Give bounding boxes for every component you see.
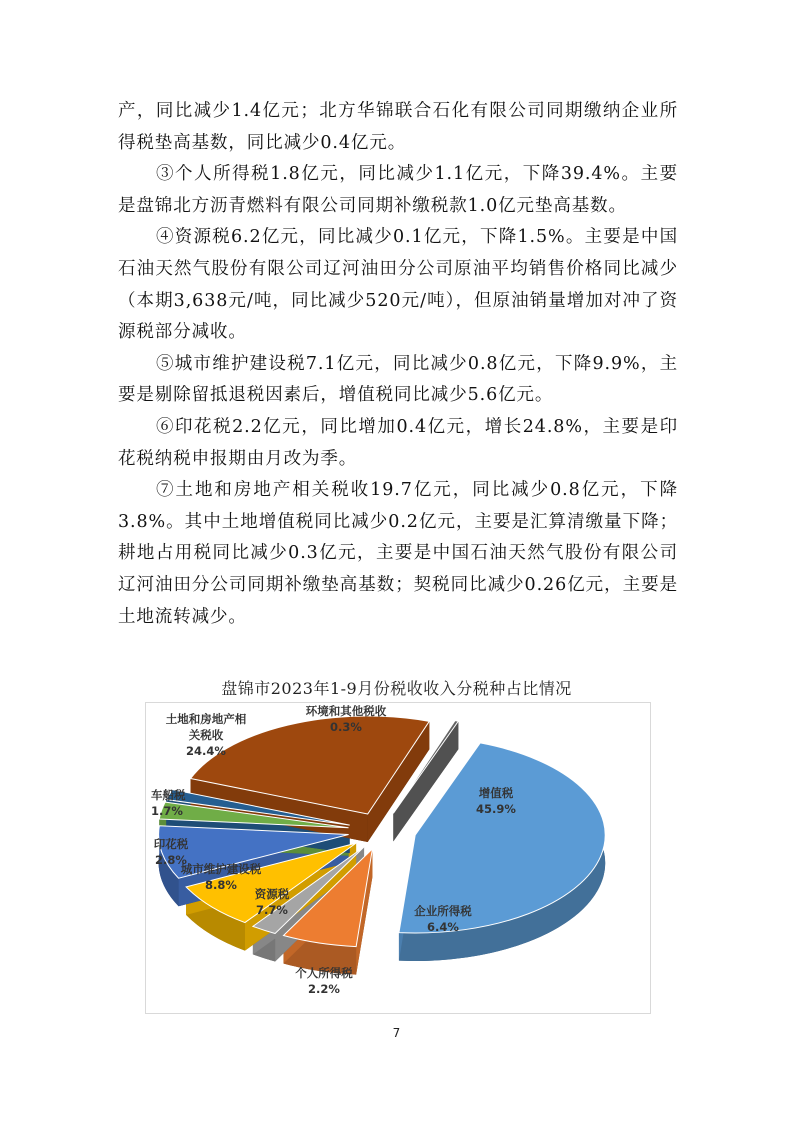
pie-label-1: 企业所得税 6.4%: [414, 904, 472, 934]
paragraph-6: ⑦土地和房地产相关税收19.7亿元，同比减少0.8亿元，下降3.8%。其中土地增值税同比减少0.2亿元，主要是汇算清缴量下降；耕地占用税同比减少0.3亿元，主要是中国石油天然气股份有限公司辽河油田分公司同期补缴垫高基数；契税同比减少0.26亿元，主要是土地流转减少。: [118, 480, 678, 627]
paragraph-1: 产，同比减少1.4亿元；北方华锦联合石化有限公司同期缴纳企业所得税垫高基数，同比减少0.4亿元。: [118, 101, 678, 153]
pie-chart: [145, 702, 651, 1014]
paragraph-5: ⑥印花税2.2亿元，同比增加0.4亿元，增长24.8%，主要是印花税纳税申报期由月改为季。: [118, 416, 678, 469]
page-number: 7: [392, 1026, 401, 1040]
pie-chart-svg: [146, 703, 650, 1013]
paragraph-2: ③个人所得税1.8亿元，同比减少1.1亿元，下降39.4%。主要是盘锦北方沥青燃料有限公司同期补缴税款1.0亿元垫高基数。: [118, 164, 678, 216]
pie-label-7: 土地和房地产相关税收 24.4%: [165, 712, 247, 758]
pie-label-2: 个人所得税 2.2%: [295, 966, 353, 996]
pie-label-4: 城市维护建设税 8.8%: [180, 862, 262, 892]
pie-label-6: 车船税 1.7%: [151, 788, 186, 818]
paragraph-3: ④资源税6.2亿元，同比减少0.1亿元，下降1.5%。主要是中国石油天然气股份有限公司辽河油田分公司原油平均销售价格同比减少（本期3,638元/吨，同比减少520元/吨），但原油销量增加对冲了资源税部分减收。: [118, 227, 678, 343]
pie-label-0: 增值税 45.9%: [476, 786, 516, 816]
body-text: [118, 96, 678, 633]
pie-label-8: 环境和其他税收 0.3%: [305, 704, 387, 734]
chart-title: 盘锦市2023年1-9月份税收收入分税种占比情况: [221, 679, 572, 698]
pie-label-3: 资源税 7.7%: [254, 887, 290, 917]
pie-label-5: 印花税 2.8%: [153, 837, 189, 867]
paragraph-4: ⑤城市维护建设税7.1亿元，同比减少0.8亿元，下降9.9%，主要是剔除留抵退税因素后，增值税同比减少5.6亿元。: [118, 353, 678, 406]
